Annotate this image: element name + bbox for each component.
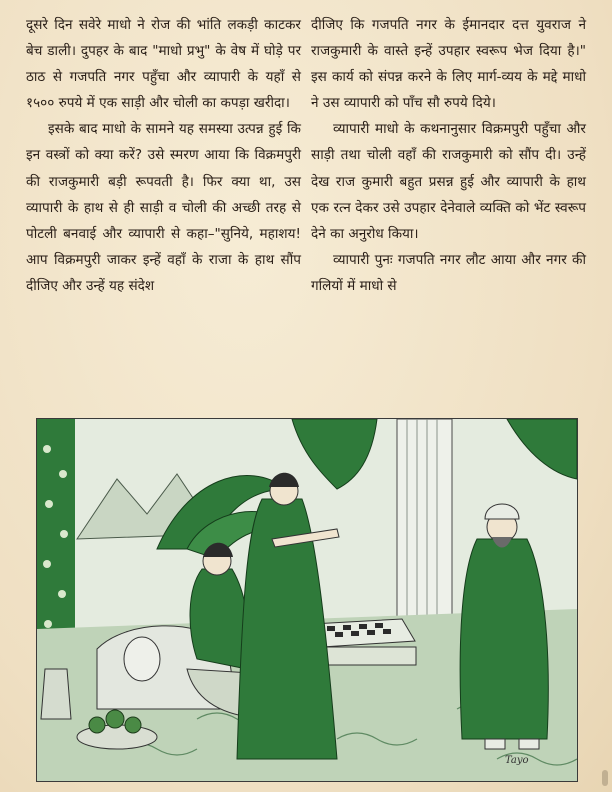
paragraph: व्यापारी माधो के कथनानुसार विक्रमपुरी पहुँचा और साड़ी तथा चोली वहाँ की राजकुमारी को सौंप दी। उन्हें देख राज कुमारी बहुत प्रसन्न हुई और व्यापारी के हाथ एक रत्न देकर उसे उपहार देनेवाले व्यक्ति को भेंट स्वरूप देने का अनुरोध किया। [311,121,586,242]
story-text [26,12,586,404]
story-illustration [36,418,578,782]
paragraph: व्यापारी पुनः गजपति नगर लौट आया और नगर की गलियों में माधो से [311,251,586,294]
paragraph: इसके बाद माधो के सामने यह समस्या उत्पन्न हुई कि इन वस्त्रों को क्या करें? उसे स्मरण आया कि विक्रमपुरी की राजकुमारी बड़ी रूपवती है। फिर क्या था, उस व्यापारी के हाथ से ही साड़ी व चोली की अच्छी तरह से पोटली बनवाई और व्यापारी से कहा–"सुनिये, महाशय! आप विक्रमपुरी जाकर इन्हें वहाँ के राजा के हाथ सौंप दीजिए और उन्हें यह संदेश [26,121,301,294]
paragraph: दीजिए कि गजपति नगर के ईमानदार दत्त युवराज ने राजकुमारी के वास्ते इन्हें उपहार स्वरूप भेज दिया है।" इस कार्य को संपन्न करने के लिए मार्ग-व्यय के मद्दे माधो ने उस व्यापारी को पाँच सौ रुपये दिये। [311,17,586,112]
artist-signature: Tayo [505,755,529,766]
left-column [26,12,301,404]
right-column [311,12,586,404]
paragraph: दूसरे दिन सवेरे माधो ने रोज की भांति लकड़ी काटकर बेच डाली। दुपहर के बाद "माधो प्रभु" के वेष में घोड़े पर ठाठ से गजपति नगर पहुँचा और व्यापारी के यहाँ से १५०० रुपये में एक साड़ी और चोली का कपड़ा खरीदा। [26,17,301,112]
page-edge-mark [602,770,608,786]
palace-scene-drawing [37,419,577,781]
